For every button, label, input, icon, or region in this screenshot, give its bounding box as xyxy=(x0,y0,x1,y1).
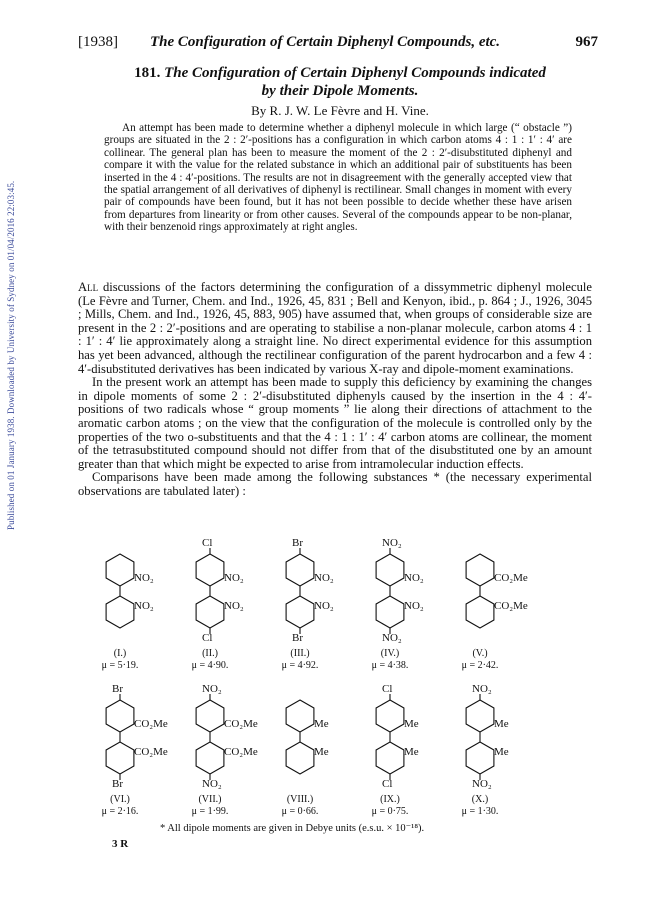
para-substituent-upper: Cl xyxy=(202,537,213,549)
para-substituent-lower: NO₂ xyxy=(382,632,402,644)
para-substituent-upper: Br xyxy=(292,537,303,549)
ortho-substituent-upper: NO₂ xyxy=(224,572,244,584)
paragraph-3: Comparisons have been made among the following substances * (the necessary experimental observations are tabulated later) : xyxy=(78,470,592,498)
compound-number: (X.) xyxy=(471,794,489,805)
para-substituent-lower: NO₂ xyxy=(472,778,492,790)
ortho-substituent-lower: CO₂Me xyxy=(134,746,168,758)
compound-number: (II.) xyxy=(202,648,218,659)
ortho-substituent-lower: CO₂Me xyxy=(494,600,528,612)
upper-benzene-ring xyxy=(286,700,314,732)
dipole-moment: μ = 0·75. xyxy=(371,806,409,817)
dipole-moment: μ = 0·66. xyxy=(281,806,319,817)
upper-benzene-ring xyxy=(106,700,134,732)
dipole-moment: μ = 4·92. xyxy=(281,660,319,671)
compound-number: (V.) xyxy=(472,648,488,659)
ortho-substituent-lower: NO₂ xyxy=(224,600,244,612)
title-line-1: The Configuration of Certain Diphenyl Compounds indicated xyxy=(164,65,546,81)
ortho-substituent-lower: Me xyxy=(404,746,419,758)
para-substituent-upper: Br xyxy=(112,683,123,695)
ortho-substituent-upper: CO₂Me xyxy=(494,572,528,584)
download-watermark: Published on 01 January 1938. Downloaded by University of Sydney on 01/04/2016 22:03:45. xyxy=(6,180,16,530)
upper-benzene-ring xyxy=(376,700,404,732)
para-substituent-lower: Cl xyxy=(382,778,393,790)
paragraph-1-text: discussions of the factors determining the configuration of a dissymmetric diphenyl molecule (Le Fèvre and Turner, Chem. and Ind., 1926, 45, 831 ; Bell and Kenyon, ibid., p. 864 ; J., 1926, 3045 ; Mills, Chem. and Ind., 1926, 45, 883, 905) have assumed that, when groups of considerable size are present in the 2 : 2′-positions and are operating to stabilise a non-planar molecule, carbon atoms 4 : 1 : 1′ : 4′ lie approximately along a straight line. No direct experimental evidence for this assumption has yet been advanced, although the rectilinear configuration of the parent hydrocarbon and a few 4 : 4′-disubstituted derivatives has been indicated by various X-ray and dipole-moment examinations. xyxy=(78,280,592,376)
diphenyl-skeleton xyxy=(278,676,374,796)
lower-benzene-ring xyxy=(106,596,134,628)
paragraph-1 xyxy=(78,281,592,376)
dipole-moment: μ = 2·42. xyxy=(461,660,499,671)
para-substituent-lower: NO₂ xyxy=(202,778,222,790)
ortho-substituent-upper: NO₂ xyxy=(314,572,334,584)
running-header xyxy=(78,34,598,52)
upper-benzene-ring xyxy=(376,554,404,586)
header-running-title: The Configuration of Certain Diphenyl Compounds, etc. xyxy=(150,34,501,50)
para-substituent-upper: NO₂ xyxy=(382,537,402,549)
footnote: * All dipole moments are given in Debye units (e.s.u. × 10⁻¹⁸). xyxy=(160,823,425,834)
compound-number: (I.) xyxy=(113,648,127,659)
diphenyl-skeleton xyxy=(458,530,554,650)
lower-benzene-ring xyxy=(376,596,404,628)
header-page-number: 967 xyxy=(575,34,598,50)
dipole-moment: μ = 1·30. xyxy=(461,806,499,817)
para-substituent-upper: Cl xyxy=(382,683,393,695)
para-substituent-upper: NO₂ xyxy=(472,683,492,695)
compound-structure xyxy=(458,676,554,826)
compound-number: (VI.) xyxy=(110,794,130,805)
ortho-substituent-lower: NO₂ xyxy=(314,600,334,612)
upper-benzene-ring xyxy=(196,700,224,732)
lower-benzene-ring xyxy=(106,742,134,774)
lower-benzene-ring xyxy=(376,742,404,774)
para-substituent-lower: Br xyxy=(292,632,303,644)
paragraph-2: In the present work an attempt has been made to supply this deficiency by examining the changes in dipole moments of some 2 : 2′-disubstituted diphenyls caused by the insertion in the 4 : 4′-positions of two radicals whose “ group moments ” lie along their directions of attachment to the aromatic carbon atoms ; on the view that the configuration of the molecule is controlled only by the properties of the two o-substituents and that the 4 : 1 : 1′ : 4′ carbon atoms are collinear, the moment of the tetrasubstituted compound should not differ from that of the disubstituted one by an amount greater than that which might be expected to arise from intramolecular induction effects. xyxy=(78,375,592,471)
lower-benzene-ring xyxy=(466,742,494,774)
upper-benzene-ring xyxy=(196,554,224,586)
dipole-moment: μ = 1·99. xyxy=(191,806,229,817)
ortho-substituent-lower: NO₂ xyxy=(404,600,424,612)
ortho-substituent-upper: CO₂Me xyxy=(224,718,258,730)
article-authors: By R. J. W. Le Fèvre and H. Vine. xyxy=(251,103,429,118)
ortho-substituent-lower: Me xyxy=(314,746,329,758)
lower-benzene-ring xyxy=(466,596,494,628)
article-abstract: An attempt has been made to determine whether a diphenyl molecule in which large (“ obstacle ”) groups are situated in the 2 : 2′-positions has a configuration in which carbon atoms 4 : 1 : 1′ : 4′ are collinear. The general plan has been to measure the moment of the 2 : 2′-disubstituted diphenyl and compare it with the value for the related substance in which an additional pair of substituents has been inserted in the 4 : 4′-positions. The results are not in disagreement with the generally accepted view that the spatial arrangement of all derivatives of diphenyl is rectilinear. Small changes in moment with every pair of compounds have been found, but it has not been possible to decide whether these have arisen from departures from linearity or from other causes. Several of the compounds appear to be non-planar, with their benzenoid rings approximately at right angles. xyxy=(104,122,572,234)
article-number: 181. xyxy=(134,65,161,81)
upper-benzene-ring xyxy=(466,700,494,732)
upper-benzene-ring xyxy=(466,554,494,586)
diphenyl-skeleton xyxy=(98,530,194,650)
ortho-substituent-upper: Me xyxy=(404,718,419,730)
para-substituent-lower: Br xyxy=(112,778,123,790)
compound-number: (IX.) xyxy=(380,794,400,805)
para-substituent-upper: NO₂ xyxy=(202,683,222,695)
compound-number: (III.) xyxy=(290,648,310,659)
upper-benzene-ring xyxy=(286,554,314,586)
article-title xyxy=(90,64,590,100)
dipole-moment: μ = 4·38. xyxy=(371,660,409,671)
lower-benzene-ring xyxy=(286,742,314,774)
signature-mark: 3 R xyxy=(112,838,129,850)
title-line-2: by their Dipole Moments. xyxy=(261,83,419,99)
upper-benzene-ring xyxy=(106,554,134,586)
ortho-substituent-lower: Me xyxy=(494,746,509,758)
ortho-substituent-upper: NO₂ xyxy=(404,572,424,584)
para-substituent-lower: Cl xyxy=(202,632,213,644)
header-year: [1938] xyxy=(78,34,118,50)
paragraph-1-lead: All xyxy=(78,280,99,294)
lower-benzene-ring xyxy=(196,742,224,774)
lower-benzene-ring xyxy=(286,596,314,628)
dipole-moment: μ = 2·16. xyxy=(101,806,139,817)
ortho-substituent-lower: CO₂Me xyxy=(224,746,258,758)
ortho-substituent-upper: NO₂ xyxy=(134,572,154,584)
ortho-substituent-upper: Me xyxy=(494,718,509,730)
lower-benzene-ring xyxy=(196,596,224,628)
compound-number: (VII.) xyxy=(198,794,222,805)
compound-number: (VIII.) xyxy=(286,794,314,805)
structural-formulae xyxy=(78,530,598,830)
ortho-substituent-upper: Me xyxy=(314,718,329,730)
article-body xyxy=(78,281,592,499)
compound-number: (IV.) xyxy=(380,648,400,659)
dipole-moment: μ = 5·19. xyxy=(101,660,139,671)
ortho-substituent-upper: CO₂Me xyxy=(134,718,168,730)
compound-structure xyxy=(458,530,554,680)
ortho-substituent-lower: NO₂ xyxy=(134,600,154,612)
dipole-moment: μ = 4·90. xyxy=(191,660,229,671)
